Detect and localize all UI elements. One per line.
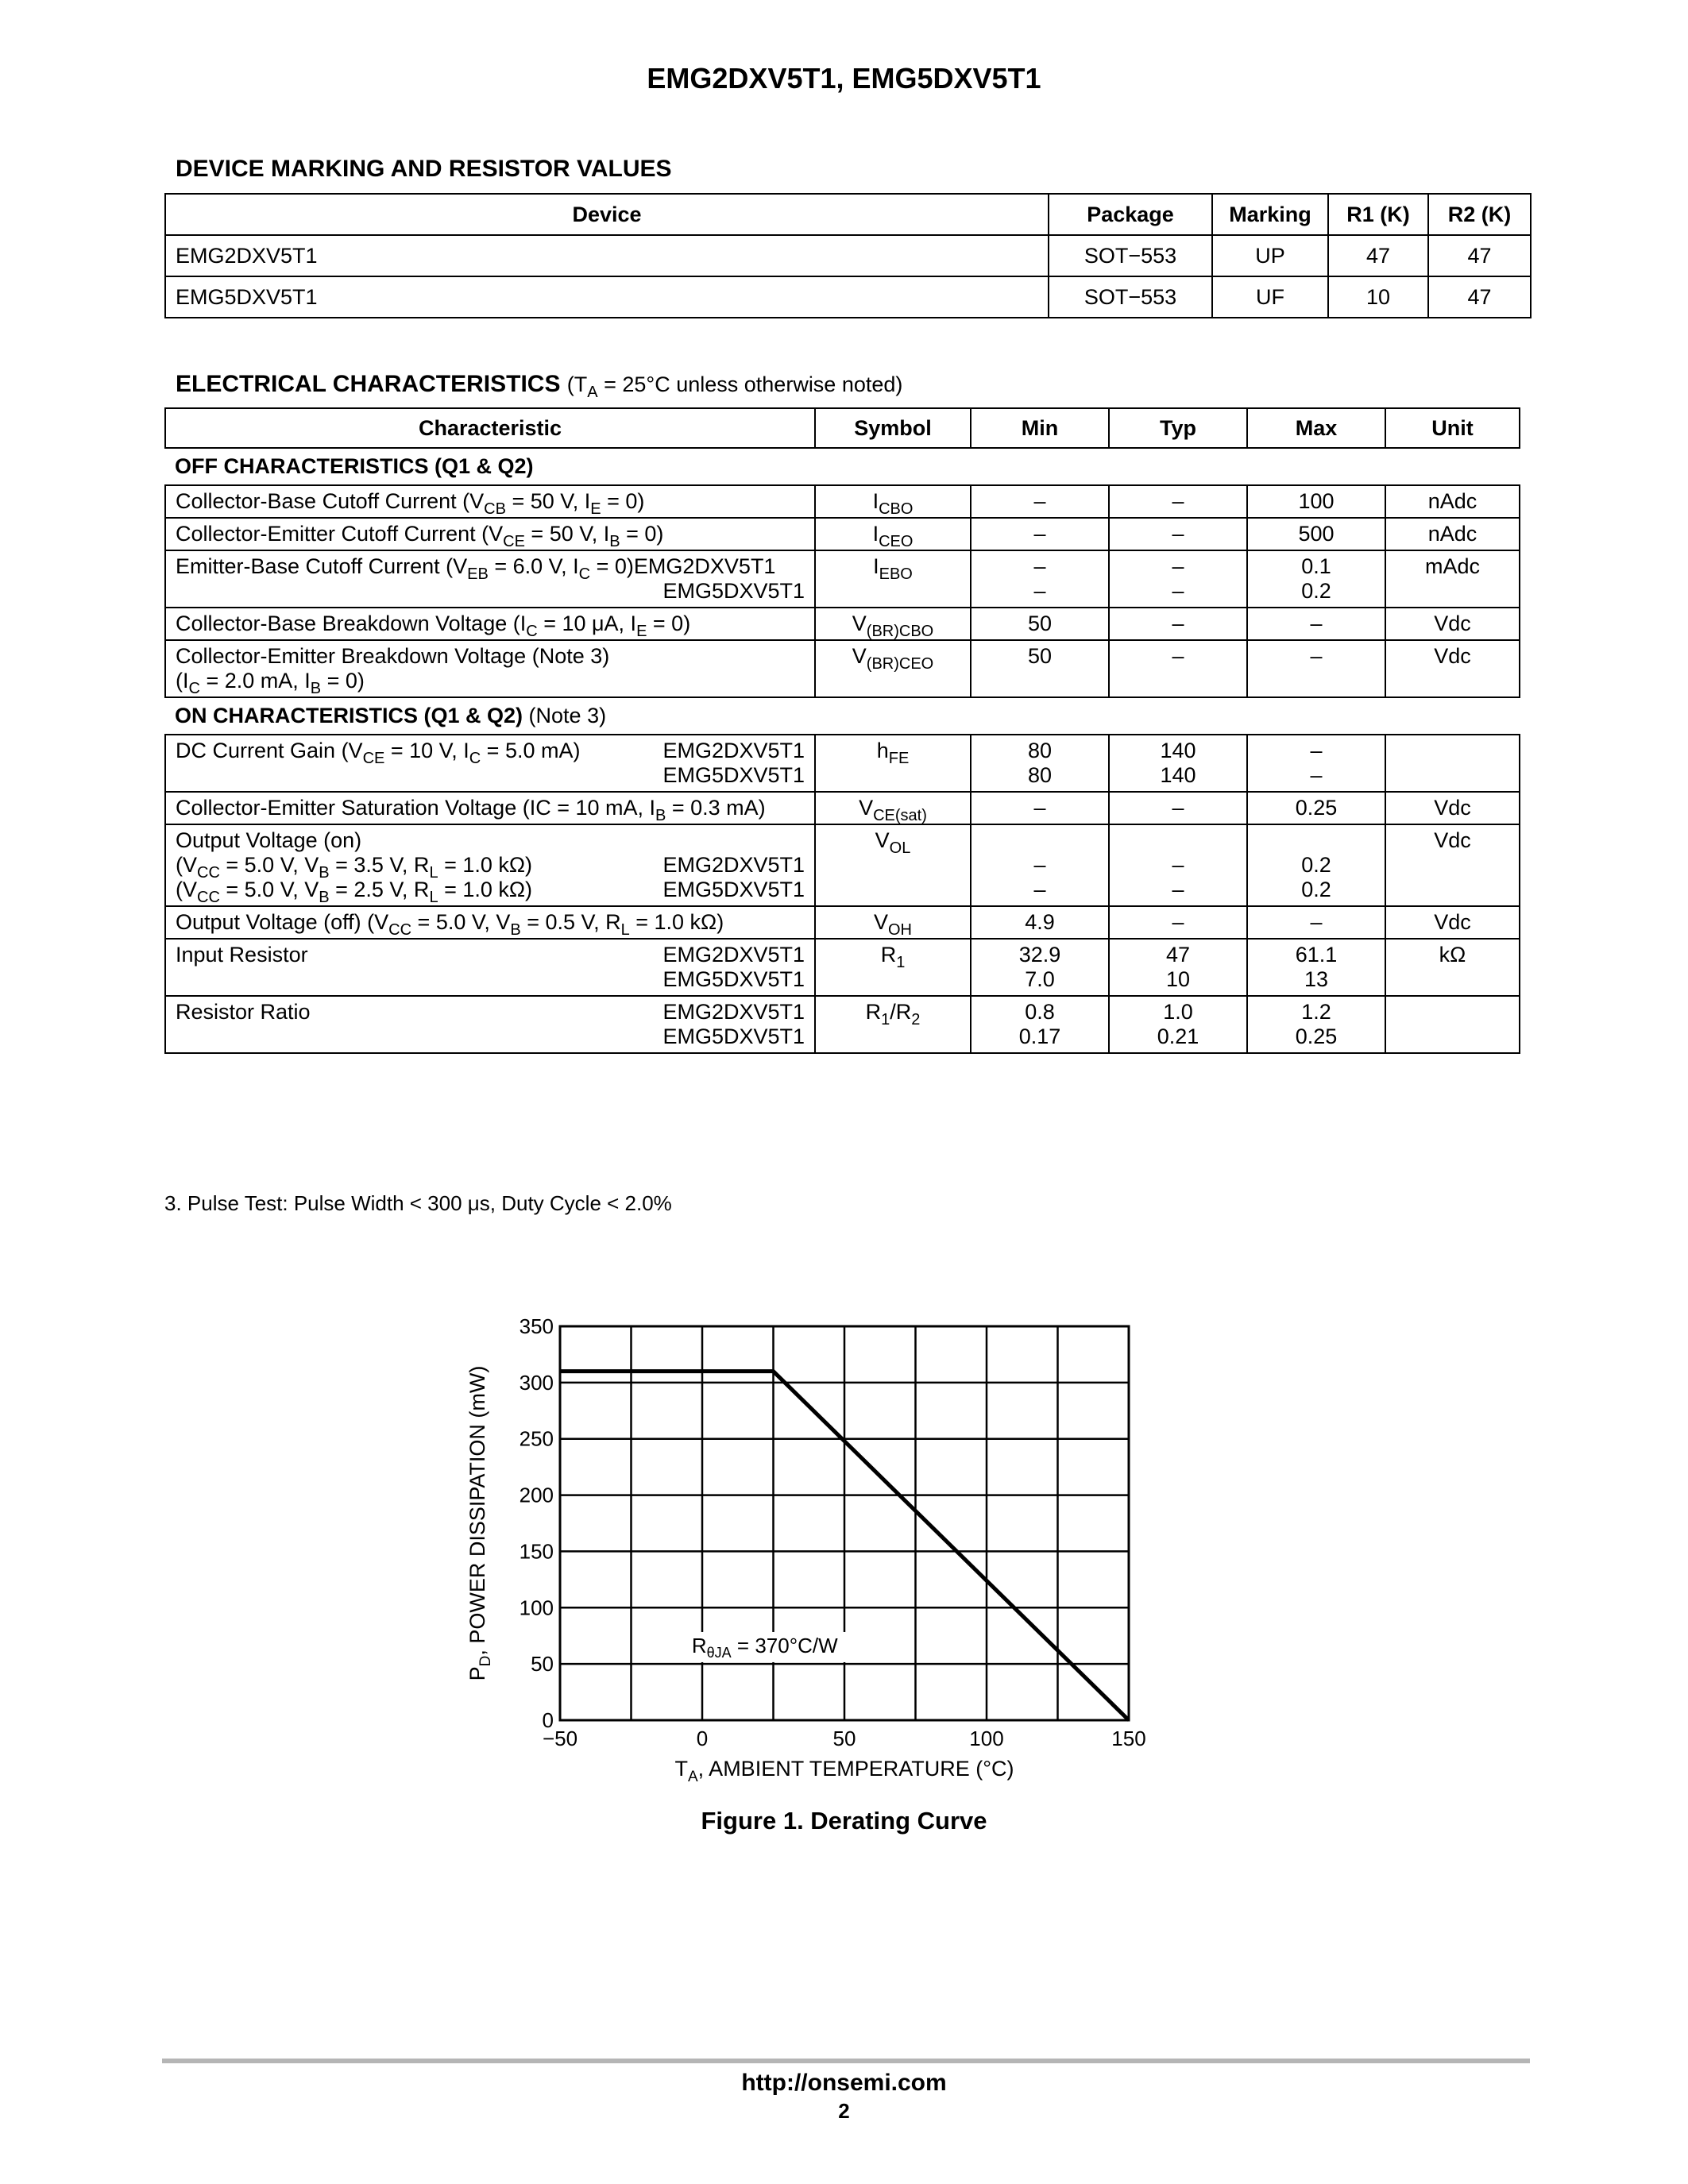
- y-tick-label: 0: [542, 1708, 554, 1732]
- table-row: [165, 608, 1520, 640]
- table-row: [165, 996, 1520, 1053]
- table-row: [165, 824, 1520, 906]
- unit: kΩ: [1385, 939, 1520, 996]
- footer-divider: [162, 2059, 1530, 2063]
- cell: 10: [1328, 276, 1428, 318]
- typ: –: [1109, 640, 1247, 697]
- cell: EMG2DXV5T1: [165, 235, 1049, 276]
- footnote: 3. Pulse Test: Pulse Width < 300 μs, Duty Cycle < 2.0%: [164, 1191, 672, 1215]
- characteristic: Collector-Base Breakdown Voltage ($I_C = 10$ μA, $I_E = 0$): [165, 608, 815, 640]
- off-characteristics-heading: OFF CHARACTERISTICS (Q1 & Q2): [165, 448, 1520, 485]
- symbol: $R_1$: [815, 939, 971, 996]
- electrical-heading: [176, 371, 903, 401]
- unit: Vdc: [1385, 640, 1520, 697]
- characteristic: Output Voltage (off) ($V_{CC} = 5.0$ V, $V_B = 0.5$ V, $R_L = 1.0$ kΩ): [165, 906, 815, 939]
- y-axis-label: $P_D$, POWER DISSIPATION (mW): [465, 1365, 494, 1681]
- cell: 47: [1428, 276, 1531, 318]
- chart-ticks: [520, 1314, 1146, 1750]
- col-characteristic: Characteristic: [165, 408, 815, 448]
- max: – –: [1247, 735, 1385, 792]
- col-device: Device: [165, 194, 1049, 235]
- characteristic: Collector-Emitter Saturation Voltage (IC = 10 mA, $I_B = 0.3$ mA): [165, 792, 815, 824]
- col-symbol: Symbol: [815, 408, 971, 448]
- y-tick-label: 50: [531, 1652, 554, 1677]
- min: – –: [971, 824, 1109, 906]
- table-row: [165, 518, 1520, 550]
- min: –: [971, 518, 1109, 550]
- col-package: Package: [1049, 194, 1212, 235]
- table-row: [165, 792, 1520, 824]
- y-tick-label: 250: [519, 1426, 554, 1451]
- cell: 47: [1428, 235, 1531, 276]
- max: 61.1 13: [1247, 939, 1385, 996]
- electrical-condition: ($T_A = 25^\circ C$ unless otherwise noted): [566, 372, 903, 401]
- typ: 47 10: [1109, 939, 1247, 996]
- table-row: [165, 906, 1520, 939]
- unit: nAdc: [1385, 518, 1520, 550]
- page-number: 2: [838, 2099, 850, 2123]
- symbol: $I_{EBO}$: [815, 550, 971, 608]
- col-r1: R1 (K): [1328, 194, 1428, 235]
- min: –: [971, 792, 1109, 824]
- symbol: $V_{(BR)CBO}$: [815, 608, 971, 640]
- table-row: [165, 276, 1531, 318]
- electrical-table: [164, 407, 1520, 1054]
- electrical-title: ELECTRICAL CHARACTERISTICS: [176, 371, 561, 397]
- col-min: Min: [971, 408, 1109, 448]
- table-row: [165, 939, 1520, 996]
- x-tick-label: 50: [832, 1727, 856, 1750]
- col-typ: Typ: [1109, 408, 1247, 448]
- min: 0.8 0.17: [971, 996, 1109, 1053]
- marking-heading: DEVICE MARKING AND RESISTOR VALUES: [176, 156, 672, 182]
- device-2: EMG2DXV5T1: [633, 554, 776, 578]
- cell: SOT−553: [1049, 235, 1212, 276]
- unit: nAdc: [1385, 485, 1520, 518]
- characteristic: Emitter-Base Cutoff Current ($V_{EB} = 6.0$ V, $I_C = 0)EMG2DXV5T1$ EMG5DXV5T1: [165, 550, 815, 608]
- max: 100: [1247, 485, 1385, 518]
- typ: –: [1109, 518, 1247, 550]
- device-5: EMG5DXV5T1: [662, 579, 805, 603]
- y-tick-label: 150: [519, 1539, 554, 1564]
- y-tick-label: 350: [519, 1314, 554, 1338]
- characteristic: Output Voltage (on) EMG2DXV5T1 ($V_{CC} = 5.0$ V, $V_B = 3.5$ V, $R_L = 1.0$ kΩ) EMG5DXV5T1 ($V_{CC} = 5.0$ V, $V_B = 2.5$ V, $R_L = 1.0$ kΩ): [165, 824, 815, 906]
- table-row: [165, 550, 1520, 608]
- max: 0.2 0.2: [1247, 824, 1385, 906]
- col-marking: Marking: [1212, 194, 1328, 235]
- symbol: $R_1/R_2$: [815, 996, 971, 1053]
- typ: 140 140: [1109, 735, 1247, 792]
- max: 500: [1247, 518, 1385, 550]
- typ: 1.0 0.21: [1109, 996, 1247, 1053]
- symbol: $I_{CEO}$: [815, 518, 971, 550]
- characteristic: Collector-Base Cutoff Current ($V_{CB} = 50$ V, $I_E = 0$): [165, 485, 815, 518]
- characteristic: EMG2DXV5T1 DC Current Gain ($V_{CE} = 10$ V, $I_C = 5.0$ mA) EMG5DXV5T1: [165, 735, 815, 792]
- symbol: $V_{CE(sat)}$: [815, 792, 971, 824]
- table-row: [165, 485, 1520, 518]
- max: 1.2 0.25: [1247, 996, 1385, 1053]
- min: 80 80: [971, 735, 1109, 792]
- unit: Vdc: [1385, 792, 1520, 824]
- unit: mAdc: [1385, 550, 1520, 608]
- unit: Vdc: [1385, 608, 1520, 640]
- max: –: [1247, 906, 1385, 939]
- cell: UF: [1212, 276, 1328, 318]
- table-row: [165, 640, 1520, 697]
- page-title: EMG2DXV5T1, EMG5DXV5T1: [647, 62, 1041, 95]
- cell: EMG5DXV5T1: [165, 276, 1049, 318]
- symbol: $V_{OL}$: [815, 824, 971, 906]
- symbol: $V_{OH}$: [815, 906, 971, 939]
- marking-table: [164, 193, 1532, 318]
- on-characteristics-heading: ON CHARACTERISTICS (Q1 & Q2) (Note 3): [165, 697, 1520, 735]
- y-tick-label: 100: [519, 1596, 554, 1620]
- typ: – –: [1109, 824, 1247, 906]
- typ: –: [1109, 906, 1247, 939]
- typ: – –: [1109, 550, 1247, 608]
- col-max: Max: [1247, 408, 1385, 448]
- characteristic: EMG2DXV5T1 Input Resistor EMG5DXV5T1: [165, 939, 815, 996]
- cell: UP: [1212, 235, 1328, 276]
- min: –: [971, 485, 1109, 518]
- col-r2: R2 (K): [1428, 194, 1531, 235]
- cell: SOT−553: [1049, 276, 1212, 318]
- max: 0.1 0.2: [1247, 550, 1385, 608]
- max: 0.25: [1247, 792, 1385, 824]
- characteristic: Collector-Emitter Cutoff Current ($V_{CE} = 50$ V, $I_B = 0$): [165, 518, 815, 550]
- min: 4.9: [971, 906, 1109, 939]
- min: 50: [971, 640, 1109, 697]
- figure-caption: Figure 1. Derating Curve: [701, 1807, 987, 1835]
- typ: –: [1109, 792, 1247, 824]
- table-row: [165, 235, 1531, 276]
- unit: [1385, 735, 1520, 792]
- max: –: [1247, 608, 1385, 640]
- derating-chart: [445, 1295, 1160, 1795]
- x-axis-label: $T_A$, AMBIENT TEMPERATURE (°C): [674, 1757, 1014, 1785]
- cell: 47: [1328, 235, 1428, 276]
- y-tick-label: 200: [519, 1483, 554, 1507]
- annotation-thermal-resistance: $R_{\theta JA} = 370^\circ C/W$: [691, 1633, 838, 1661]
- x-tick-label: 0: [696, 1727, 709, 1750]
- max: –: [1247, 640, 1385, 697]
- symbol: $V_{(BR)CEO}$: [815, 640, 971, 697]
- unit: [1385, 996, 1520, 1053]
- y-tick-label: 300: [519, 1370, 554, 1395]
- unit: Vdc: [1385, 906, 1520, 939]
- col-unit: Unit: [1385, 408, 1520, 448]
- x-tick-label: 150: [1111, 1727, 1146, 1750]
- min: 32.9 7.0: [971, 939, 1109, 996]
- min: 50: [971, 608, 1109, 640]
- symbol: $I_{CBO}$: [815, 485, 971, 518]
- symbol: $h_{FE}$: [815, 735, 971, 792]
- unit: Vdc: [1385, 824, 1520, 906]
- table-row: [165, 735, 1520, 792]
- min: – –: [971, 550, 1109, 608]
- footer-url[interactable]: http://onsemi.com: [741, 2070, 947, 2096]
- x-tick-label: 100: [969, 1727, 1004, 1750]
- typ: –: [1109, 485, 1247, 518]
- characteristic: EMG2DXV5T1 Resistor Ratio EMG5DXV5T1: [165, 996, 815, 1053]
- typ: –: [1109, 608, 1247, 640]
- x-tick-label: −50: [542, 1727, 578, 1750]
- characteristic: Collector-Emitter Breakdown Voltage (Note 3) ($I_C = 2.0$ mA, $I_B = 0$): [165, 640, 815, 697]
